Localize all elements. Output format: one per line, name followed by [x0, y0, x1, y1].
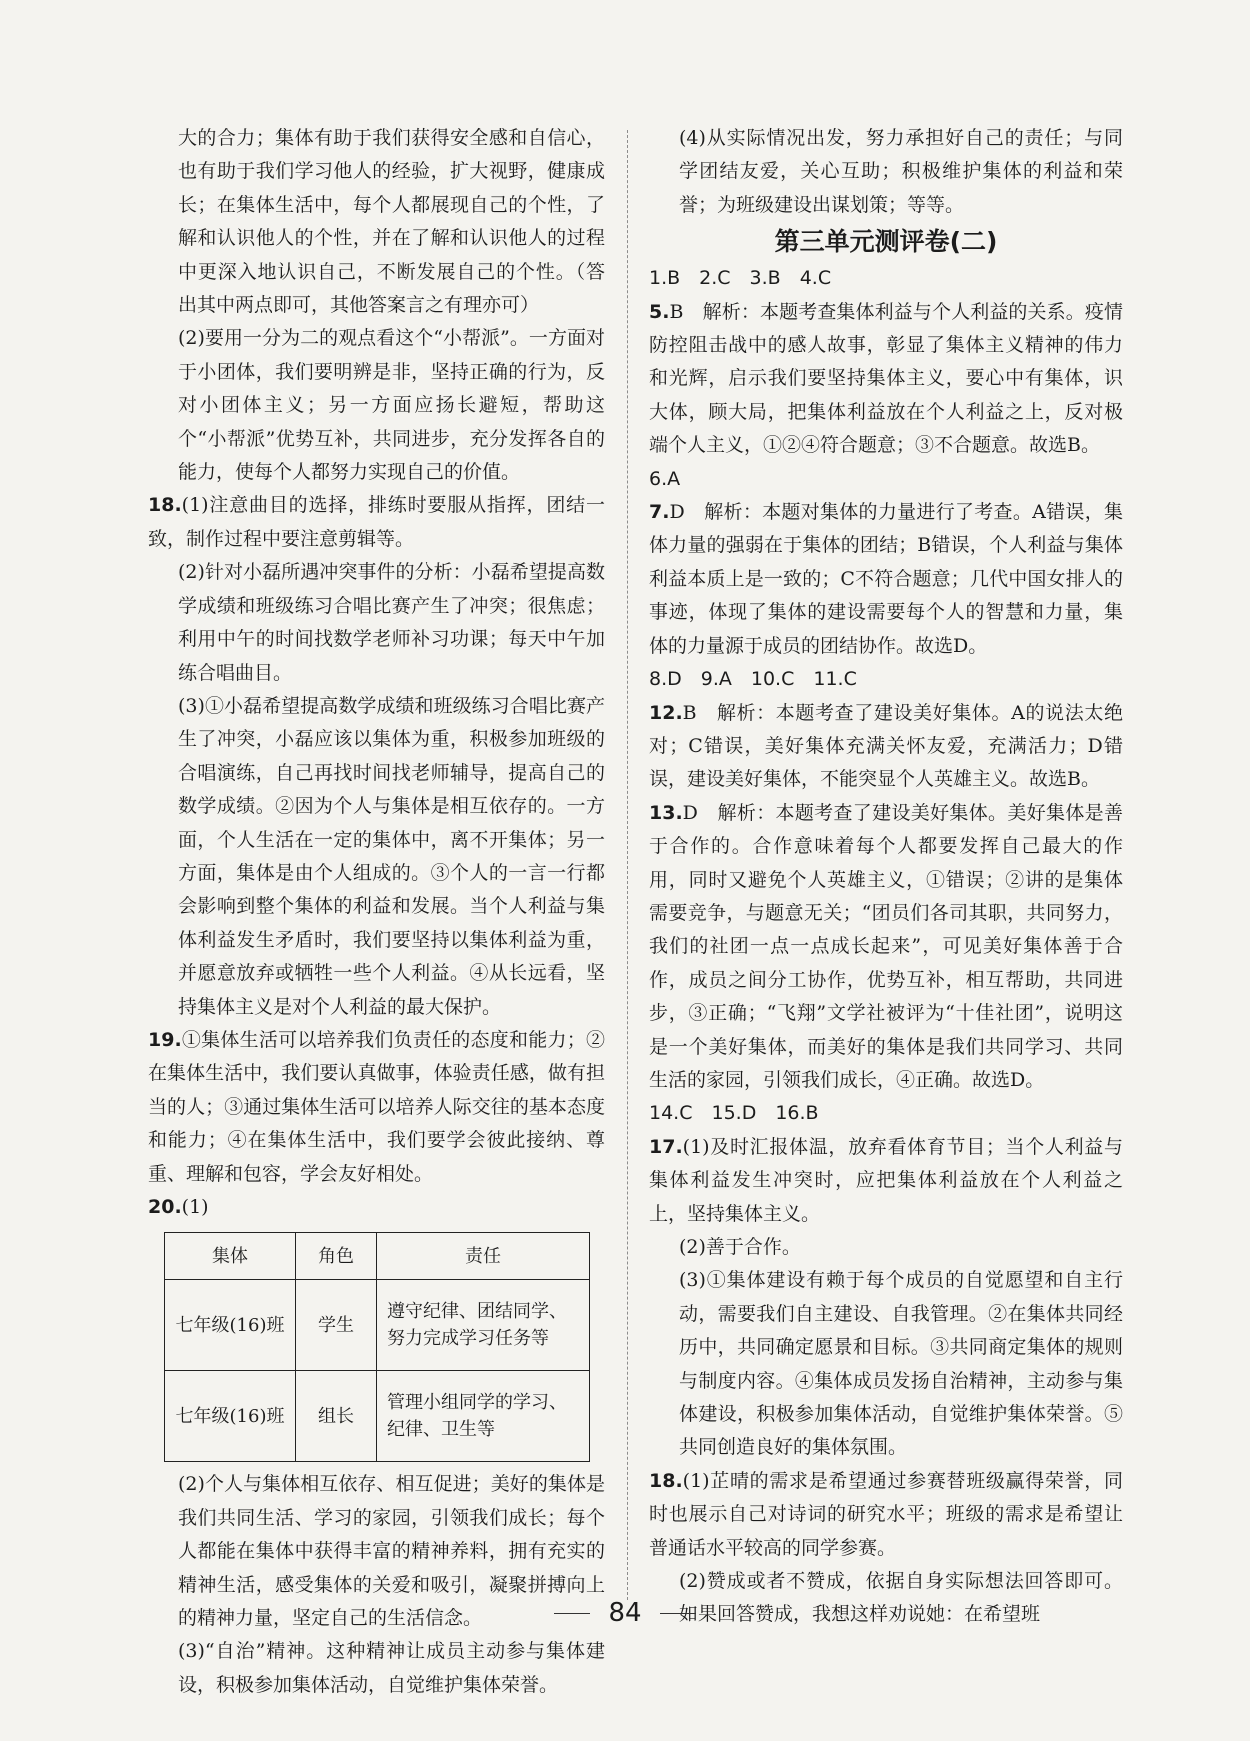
- choice-answers-line: 1.B 2.C 3.B 4.C: [649, 267, 832, 290]
- answer-paragraph: (3)“自治”精神。这种精神让成员主动参与集体建设，积极参加集体活动，自觉维护集体荣誉。: [178, 1640, 605, 1696]
- column-divider: [627, 130, 628, 1600]
- question-answer: [649, 1465, 1123, 1565]
- table-header-cell: 责任: [377, 1233, 590, 1280]
- answer-paragraph: (2)赞成或者不赞成，依据自身实际想法回答即可。如果回答赞成，我想这样劝说她：在希望班: [679, 1570, 1123, 1626]
- question-answer: [649, 496, 1123, 663]
- table-cell: 七年级(16)班: [165, 1371, 296, 1462]
- answer-paragraph: (2)善于合作。: [679, 1236, 801, 1258]
- table-row: [165, 1280, 590, 1371]
- answer-text: B 解析：本题考查集体利益与个人利益的关系。疫情防控阻击战中的感人故事，彰显了集体主义精神的伟力和光辉，启示我们要坚持集体主义，要心中有集体，识大体，顾大局，把集体利益放在个人利益之上，反对极端个人主义，①②④符合题意；③不合题意。故选B。: [649, 300, 1123, 457]
- answer-text: ①集体生活可以培养我们负责任的态度和能力；②在集体生活中，我们要认真做事，体验责任感，做有担当的人；③通过集体生活可以培养人际交往的基本态度和能力；④在集体生活中，我们要学会彼此接纳、尊重、理解和包容，学会友好相处。: [148, 1028, 605, 1185]
- answer-paragraph: (2)要用一分为二的观点看这个“小帮派”。一方面对于小团体，我们要明辨是非，坚持正确的行为，反对小团体主义；另一方面应扬长避短，帮助这个“小帮派”优势互补，共同进步，充分发挥各自的能力，使每个人都努力实现自己的价值。: [178, 327, 605, 484]
- footer-dash-left: [554, 1613, 590, 1614]
- table-cell: 组长: [296, 1371, 377, 1462]
- responsibility-table: [164, 1232, 590, 1462]
- answer-paragraph: (3)①集体建设有赖于每个成员的自觉愿望和自主行动，需要我们自主建设、自我管理。②在集体共同经历中，共同确定愿景和目标。③共同商定集体的规则与制度内容。④集体成员发扬自治精神，主动参与集体建设，积极参加集体活动，自觉维护集体荣誉。⑤共同创造良好的集体氛围。: [679, 1269, 1123, 1459]
- question-answer: [148, 489, 605, 556]
- question-number: 13.: [649, 801, 683, 824]
- question-answer: [649, 1131, 1123, 1231]
- table-header-row: [165, 1233, 590, 1280]
- answer-text: D 解析：本题对集体的力量进行了考查。A错误，集体力量的强弱在于集体的团结；B错误，个人利益与集体利益本质上是一致的；C不符合题意；几代中国女排人的事迹，体现了集体的建设需要每个人的智慧和力量，集体的力量源于成员的团结协作。故选D。: [649, 501, 1123, 657]
- question-number: 18.: [649, 1469, 683, 1492]
- answer-paragraph: (3)①小磊希望提高数学成绩和班级练习合唱比赛产生了冲突，小磊应该以集体为重，积极参加班级的合唱演练，自己再找时间找老师辅导，提高自己的数学成绩。②因为个人与集体是相互依存的。一方面，个人生活在一定的集体中，离不开集体；另一方面，集体是由个人组成的。③个人的一言一行都会影响到整个集体的利益和发展。当个人利益与集体利益发生矛盾时，我们要坚持以集体利益为重，并愿意放弃或牺牲一些个人利益。④从长远看，坚持集体主义是对个人利益的最大保护。: [178, 694, 605, 1018]
- question-number: 7.: [649, 501, 670, 524]
- answer-paragraph: 大的合力；集体有助于我们获得安全感和自信心，也有助于我们学习他人的经验，扩大视野，健康成长；在集体生活中，每个人都展现自己的个性，了解和认识他人的个性，并在了解和认识他人的过程中更深入地认识自己，不断发展自己的个性。（答出其中两点即可，其他答案言之有理亦可）: [178, 127, 605, 317]
- answer-paragraph: (2)针对小磊所遇冲突事件的分析：小磊希望提高数学成绩和班级练习合唱比赛产生了冲突；很焦虑；利用中午的时间找数学老师补习功课；每天中午加练合唱曲目。: [178, 561, 605, 684]
- answer-text: (1)芷晴的需求是希望通过参赛替班级赢得荣誉，同时也展示自己对诗词的研究水平；班级的需求是希望让普通话水平较高的同学参赛。: [649, 1469, 1123, 1559]
- choice-answers-line: 6.A: [649, 467, 681, 490]
- question-number: 5.: [649, 300, 670, 323]
- answer-text: B 解析：本题考查了建设美好集体。A的说法太绝对；C错误，美好集体充满关怀友爱，充满活力；D错误，建设美好集体，不能突显个人英雄主义。故选B。: [649, 701, 1123, 791]
- table-cell: 七年级(16)班: [165, 1280, 296, 1371]
- question-answer: [148, 1024, 605, 1191]
- choice-answers-line: 8.D 9.A 10.C 11.C: [649, 668, 857, 691]
- table-header-cell: 集体: [165, 1233, 296, 1280]
- section-title: 第三单元测评卷(二): [774, 227, 998, 257]
- table-row: [165, 1371, 590, 1462]
- page-footer: [0, 1598, 1250, 1628]
- answer-text: (1): [181, 1196, 209, 1218]
- answer-text: (1)注意曲目的选择，排练时要服从指挥，团结一致，制作过程中要注意剪辑等。: [148, 494, 605, 550]
- table-cell: 学生: [296, 1280, 377, 1371]
- question-number: 12.: [649, 701, 683, 724]
- question-number: 20.: [148, 1196, 182, 1218]
- left-column: [148, 122, 605, 1702]
- answer-paragraph: (4)从实际情况出发，努力承担好自己的责任；与同学团结友爱，关心互助；积极维护集体的利益和荣誉；为班级建设出谋划策；等等。: [679, 127, 1123, 216]
- right-column: [649, 122, 1123, 1632]
- footer-dash-right: [660, 1613, 696, 1614]
- answer-text: D 解析：本题考查了建设美好集体。美好集体是善于合作的。合作意味着每个人都要发挥自己最大的作用，同时又避免个人英雄主义，①错误；②讲的是集体需要竞争，与题意无关；“团员们各司其职，共同努力，我们的社团一点一点成长起来”，可见美好集体善于合作，成员之间分工协作，优势互补，相互帮助，共同进步，③正确；“飞翔”文学社被评为“十佳社团”，说明这是一个美好集体，而美好的集体是我们共同学习、共同生活的家园，引领我们成长，④正确。故选D。: [649, 801, 1123, 1091]
- question-answer: [649, 697, 1123, 797]
- question-number: 17.: [649, 1135, 683, 1158]
- question-number: 19.: [148, 1028, 182, 1051]
- question-answer: [148, 1191, 605, 1224]
- table-header-cell: 角色: [296, 1233, 377, 1280]
- table-cell: 遵守纪律、团结同学、努力完成学习任务等: [377, 1280, 590, 1371]
- question-number: 18.: [148, 494, 182, 517]
- question-answer: [649, 797, 1123, 1098]
- answer-paragraph: (2)个人与集体相互依存、相互促进；美好的集体是我们共同生活、学习的家园，引领我们成长；每个人都能在集体中获得丰富的精神养料，拥有充实的精神生活，感受集体的关爱和吸引，凝聚拼搏向上的精神力量，坚定自己的生活信念。: [178, 1473, 605, 1630]
- answer-text: (1)及时汇报体温，放弃看体育节目；当个人利益与集体利益发生冲突时，应把集体利益放在个人利益之上，坚持集体主义。: [649, 1135, 1123, 1225]
- table-cell: 管理小组同学的学习、纪律、卫生等: [377, 1371, 590, 1462]
- choice-answers-line: 14.C 15.D 16.B: [649, 1102, 819, 1125]
- page-number: 84: [608, 1598, 642, 1628]
- question-answer: [649, 296, 1123, 463]
